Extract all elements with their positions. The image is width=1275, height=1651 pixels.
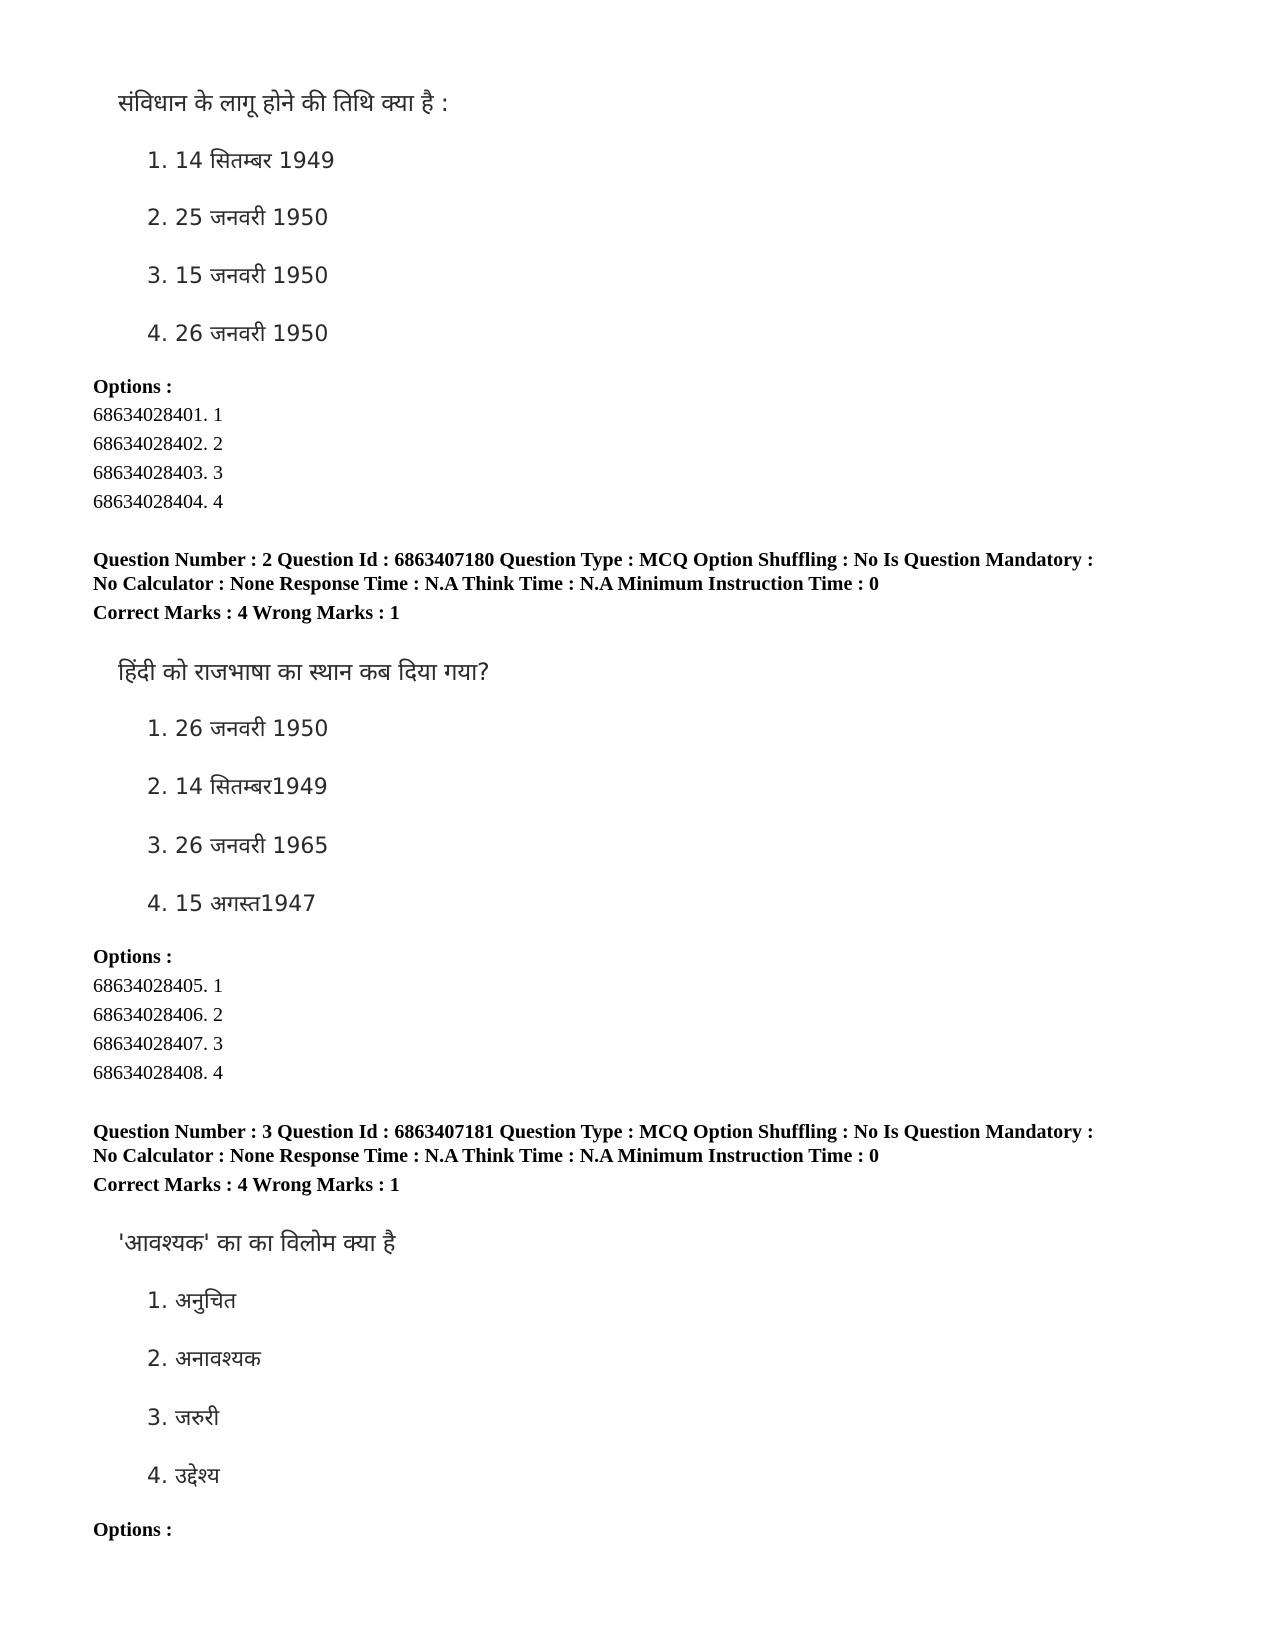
question-2-choice-1: 1. 26 जनवरी 1950 bbox=[147, 717, 329, 742]
question-1-choice-3: 3. 15 जनवरी 1950 bbox=[147, 264, 329, 289]
question-3-choice-1: 1. अनुचित bbox=[147, 1289, 237, 1314]
question-meta-line-2: No Calculator : None Response Time : N.A Think Time : N.A Minimum Instruction Time : 0 bbox=[93, 1145, 879, 1167]
option-item: 68634028403. 3 bbox=[93, 462, 223, 484]
question-meta-line-1: Question Number : 3 Question Id : 6863407181 Question Type : MCQ Option Shuffling : No Is Question Mandatory : bbox=[93, 1121, 1094, 1143]
question-3-text: 'आवश्यक' का का विलोम क्या है bbox=[118, 1229, 396, 1257]
question-2-choice-3: 3. 26 जनवरी 1965 bbox=[147, 834, 329, 859]
question-1-text: संविधान के लागू होने की तिथि क्या है : bbox=[118, 89, 449, 117]
question-2-text: हिंदी को राजभाषा का स्थान कब दिया गया? bbox=[118, 658, 490, 686]
options-title: Options : bbox=[93, 1519, 173, 1541]
question-1-choice-1: 1. 14 सितम्बर 1949 bbox=[147, 149, 335, 174]
option-item: 68634028406. 2 bbox=[93, 1004, 223, 1026]
options-title: Options : bbox=[93, 376, 173, 398]
option-item: 68634028404. 4 bbox=[93, 491, 223, 513]
question-1-choice-4: 4. 26 जनवरी 1950 bbox=[147, 322, 329, 347]
option-item: 68634028401. 1 bbox=[93, 404, 223, 426]
question-3-choice-2: 2. अनावश्यक bbox=[147, 1347, 261, 1372]
options-title: Options : bbox=[93, 946, 173, 968]
option-item: 68634028407. 3 bbox=[93, 1033, 223, 1055]
option-item: 68634028405. 1 bbox=[93, 975, 223, 997]
option-item: 68634028402. 2 bbox=[93, 433, 223, 455]
question-3-choice-3: 3. जरुरी bbox=[147, 1406, 220, 1431]
question-meta-line-2: No Calculator : None Response Time : N.A Think Time : N.A Minimum Instruction Time : 0 bbox=[93, 573, 879, 595]
question-2-choice-4: 4. 15 अगस्त1947 bbox=[147, 892, 317, 917]
question-1-choice-2: 2. 25 जनवरी 1950 bbox=[147, 206, 329, 231]
option-item: 68634028408. 4 bbox=[93, 1062, 223, 1084]
question-marks: Correct Marks : 4 Wrong Marks : 1 bbox=[93, 1174, 400, 1196]
question-marks: Correct Marks : 4 Wrong Marks : 1 bbox=[93, 602, 400, 624]
question-3-choice-4: 4. उद्देश्य bbox=[147, 1464, 220, 1489]
question-2-choice-2: 2. 14 सितम्बर1949 bbox=[147, 775, 328, 800]
question-meta-line-1: Question Number : 2 Question Id : 6863407180 Question Type : MCQ Option Shuffling : No Is Question Mandatory : bbox=[93, 549, 1094, 571]
